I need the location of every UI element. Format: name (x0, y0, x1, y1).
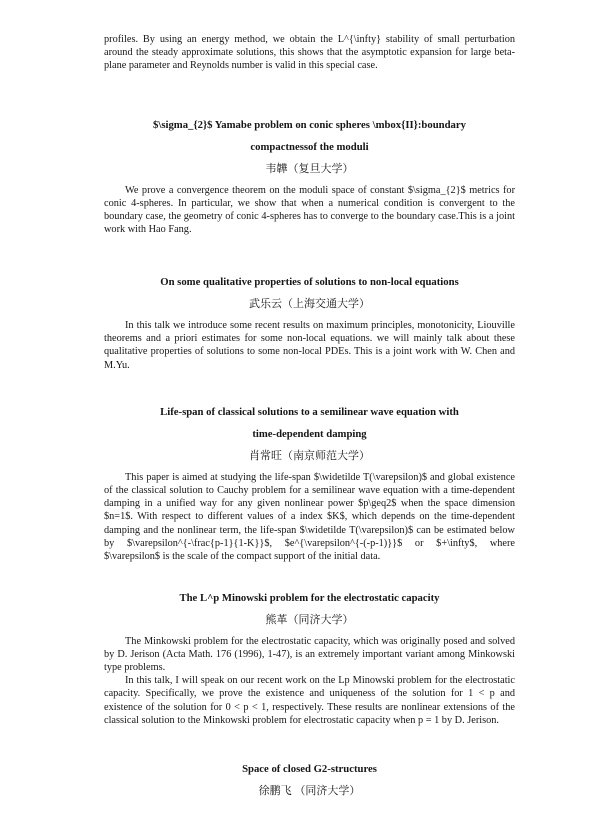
talk-title-line: Space of closed G2-structures (242, 763, 377, 776)
talk-section-lp-minkowski (104, 587, 515, 727)
abstract-paragraph: In this talk, I will speak on our recent work on the Lp Minowski problem for the electrostatic capacity. Specifically, we prove the existence and uniqueness of the solution for 1 < p and existence of the solution for 0 < p < 1, respectively. These results are nonlinear extensions of the classical solution to the Minkowski problem for electrostatic capacity when p = 1 by D. Jerison. (104, 675, 515, 726)
speaker-affiliation: 熊革（同济大学） (265, 613, 354, 626)
speaker-affiliation: 武乐云（上海交通大学） (249, 297, 370, 310)
continuation-paragraph: profiles. By using an energy method, we obtain the L^{\infty} stability of small perturbation around the steady approximate solutions, this shows that the asymptotic expansion for large beta-plane parameter and Reynolds number is valid in this special case. (104, 34, 515, 72)
abstract-paragraph: The Minkowski problem for the electrostatic capacity, which was originally posed and solved by D. Jerison (Acta Math. 176 (1996), 1-47), is an extremely important variant among Minkowski type problems. (104, 635, 515, 674)
talk-title (104, 114, 515, 159)
talk-title-line: On some qualitative properties of solutions to non-local equations (160, 276, 459, 289)
talk-section-lifespan-wave-equation (104, 401, 515, 563)
abstract-paragraph: We prove a convergence theorem on the moduli space of constant $\sigma_{2}$ metrics for conic 4-spheres. In particular, we show that when a numerical condition is convergent to the boundary case, the geometry of conic 4-spheres has to converge to the boundary case.This is a joint work with Hao Fang. (104, 184, 515, 236)
talk-title-line: The L^p Minowski problem for the electrostatic capacity (179, 592, 440, 605)
talk-title (104, 271, 515, 294)
speaker-affiliation: 韦韡（复旦大学） (265, 162, 354, 175)
talk-section-sigma2-yamabe (104, 114, 515, 237)
talk-title (104, 401, 515, 446)
abstract-paragraph: This paper is aimed at studying the life-span $\widetilde T(\varepsilon)$ and global existence of the classical solution to Cauchy problem for a semilinear wave equation with a time-dependent damping in a unified way for any given nonlinear power $p\geq2$ when the space dimension $n=1$. With respect to different values of a index $K$, which depends on the time-dependent damping and the nonlinear term, the life-span $\widetilde T(\varepsilon)$ can be estimated below by $\varepsilon^{-\frac{p-1}{1-K}}$, $e^{\varepsilon^{-(-p-1)}}$ or $+\infty$, where $\varepsilon$ is the scale of the compact support of the initial data. (104, 471, 515, 562)
talk-title-line: Life-span of classical solutions to a semilinear wave equation with (160, 405, 459, 418)
talk-section-g2-structures (104, 758, 515, 802)
talk-title (104, 587, 515, 610)
abstract-paragraph: In this talk we introduce some recent results on maximum principles, monotonicity, Liouville theorems and a priori estimates for some non-local equations. we will mainly talk about these qualitative properties of solutions to some non-local PDEs. This is a joint work with W. Chen and M.Yu. (104, 319, 515, 371)
talk-section-nonlocal-equations (104, 271, 515, 371)
speaker-affiliation: 徐鹏飞 （同济大学） (258, 784, 361, 797)
talk-title-line: $\sigma_{2}$ Yamabe problem on conic spheres \mbox{II}:boundary (153, 118, 466, 131)
talk-title-line: time-dependent damping (252, 428, 367, 441)
talk-title (104, 758, 515, 781)
speaker-affiliation: 肖常旺（南京师范大学） (249, 449, 370, 462)
talk-title-line: compactnessof the moduli (250, 141, 369, 154)
